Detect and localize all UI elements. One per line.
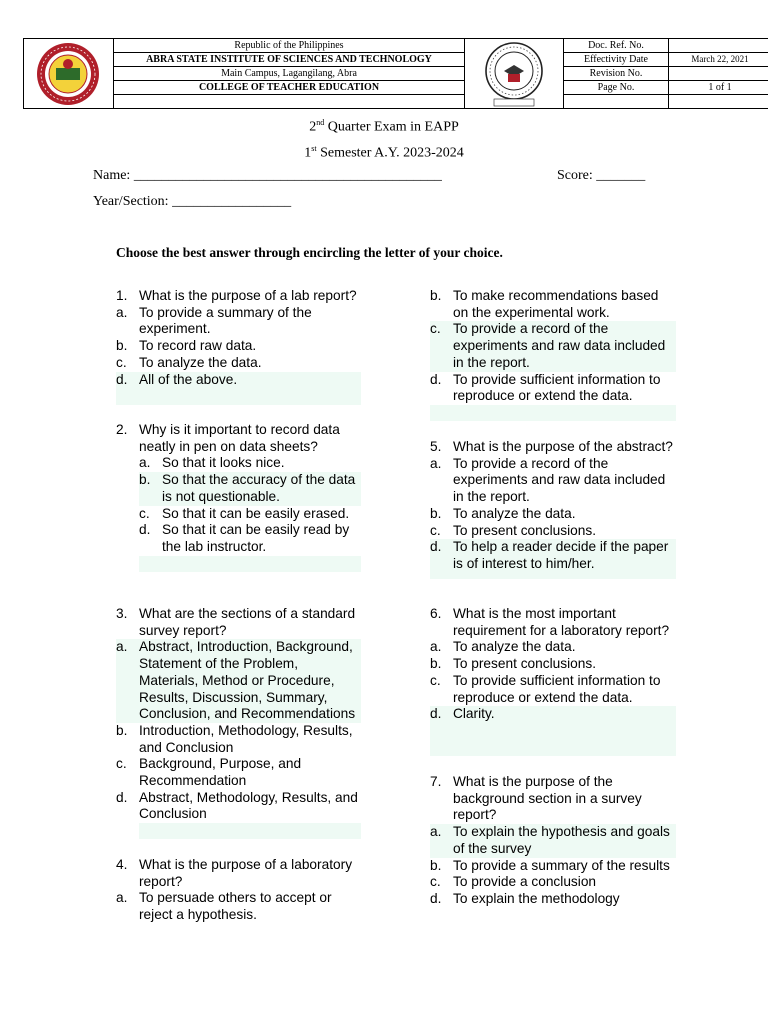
college-seal-logo <box>466 41 562 107</box>
choice-a[interactable]: a. To persuade others to accept or reject a hypothesis. <box>116 890 332 923</box>
score-field[interactable]: Score: _______ <box>557 168 646 183</box>
highlight-strip <box>430 405 676 421</box>
choice-b[interactable]: b. To make recommendations based on the experimental work. <box>430 288 659 320</box>
choice-c[interactable]: c. So that it can be easily erased. <box>139 505 350 521</box>
revision-value <box>669 67 768 81</box>
choice-a[interactable]: a. To provide a record of the experiments and raw data included in the report. <box>430 455 666 505</box>
exam-title: 2nd Quarter Exam in EAPP <box>309 118 459 135</box>
college-name: COLLEGE OF TEACHER EDUCATION <box>114 81 465 95</box>
choice-b[interactable]: b. To provide a summary of the results <box>430 857 670 873</box>
header-empty-cell <box>669 95 768 109</box>
revision-label: Revision No. <box>564 67 669 81</box>
choice-a[interactable]: a. To analyze the data. <box>430 639 576 655</box>
question-7 <box>430 774 676 908</box>
effectivity-value: March 22, 2021 <box>669 53 768 67</box>
institute-seal-logo <box>30 41 106 107</box>
choice-c[interactable]: c. Background, Purpose, and Recommendation <box>116 756 302 789</box>
choice-d[interactable]: d. Clarity. <box>430 706 676 756</box>
choice-b[interactable]: b. Introduction, Methodology, Results, and Conclusion <box>116 722 353 755</box>
choice-a[interactable]: a. So that it looks nice. <box>139 455 285 471</box>
institute-name: ABRA STATE INSTITUTE OF SCIENCES AND TECHNOLOGY <box>114 53 465 67</box>
name-field[interactable]: Name: ____________________________________________ <box>93 168 442 183</box>
choice-a[interactable]: a. To explain the hypothesis and goals of the survey <box>430 824 676 857</box>
document-header-table <box>23 38 768 109</box>
choice-c[interactable]: c. To analyze the data. <box>116 354 262 370</box>
choice-d[interactable]: d. To provide sufficient information to reproduce or extend the data. <box>430 371 661 404</box>
question-stem: 6. What is the most important requirement for a laboratory report? <box>430 606 670 638</box>
question-stem: 5. What is the purpose of the abstract? <box>430 439 673 454</box>
choice-c[interactable]: c. To present conclusions. <box>430 522 597 538</box>
choice-a[interactable]: a. Abstract, Introduction, Background, Statement of the Problem, Materials, Method or Procedure, Results, Discussion, Summary, Conclusion, and Recommendations <box>116 639 361 723</box>
question-4-continued <box>430 288 676 421</box>
doc-ref-value <box>669 39 768 53</box>
question-stem: 1. What is the purpose of a lab report? <box>116 288 357 303</box>
header-empty-cell <box>114 95 465 109</box>
institute-logo-cell <box>24 39 114 109</box>
effectivity-label: Effectivity Date <box>564 53 669 67</box>
choice-c[interactable]: c. To provide sufficient information to reproduce or extend the data. <box>430 672 661 705</box>
semester-line: 1st Semester A.Y. 2023-2024 <box>304 144 464 161</box>
question-stem: 3. What are the sections of a standard survey report? <box>116 606 356 638</box>
highlight-strip <box>139 556 361 572</box>
question-5 <box>430 439 676 579</box>
choice-d[interactable]: d. To help a reader decide if the paper is of interest to him/her. <box>430 539 676 578</box>
question-6 <box>430 606 676 756</box>
highlight-strip <box>139 823 361 839</box>
choice-c[interactable]: c. To provide a conclusion <box>430 874 597 890</box>
question-3 <box>116 606 361 839</box>
header-empty-cell <box>564 95 669 109</box>
question-stem: 4. What is the purpose of a laboratory report? <box>116 857 353 889</box>
choice-d[interactable]: d. To explain the methodology <box>430 890 620 906</box>
instructions: Choose the best answer through encircling the letter of your choice. <box>116 245 503 260</box>
choice-b[interactable]: b. To analyze the data. <box>430 505 576 521</box>
republic-label: Republic of the Philippines <box>114 39 465 53</box>
choice-a[interactable]: a. To provide a summary of the experiment. <box>116 304 312 337</box>
doc-ref-label: Doc. Ref. No. <box>564 39 669 53</box>
choice-b[interactable]: b. So that the accuracy of the data is not questionable. <box>139 472 361 505</box>
section-field[interactable]: Year/Section: _________________ <box>93 194 292 209</box>
choice-b[interactable]: b. To present conclusions. <box>430 656 597 672</box>
campus-label: Main Campus, Lagangilang, Abra <box>114 67 465 81</box>
question-2 <box>116 422 361 572</box>
choice-d[interactable]: d. So that it can be easily read by the lab instructor. <box>139 522 350 554</box>
choice-b[interactable]: b. To record raw data. <box>116 338 257 354</box>
choice-d[interactable]: d. Abstract, Methodology, Results, and Conclusion <box>116 789 358 822</box>
question-4 <box>116 857 361 924</box>
question-stem: 2. Why is it important to record data neatly in pen on data sheets? <box>116 422 340 454</box>
question-stem: 7. What is the purpose of the background section in a survey report? <box>430 774 642 823</box>
choice-c[interactable]: c. To provide a record of the experiments and raw data included in the report. <box>430 321 676 371</box>
college-logo-cell <box>465 39 564 109</box>
page-no-label: Page No. <box>564 81 669 95</box>
question-1 <box>116 288 361 405</box>
page-no-value: 1 of 1 <box>669 81 768 95</box>
choice-d[interactable]: d. All of the above. <box>116 372 361 405</box>
